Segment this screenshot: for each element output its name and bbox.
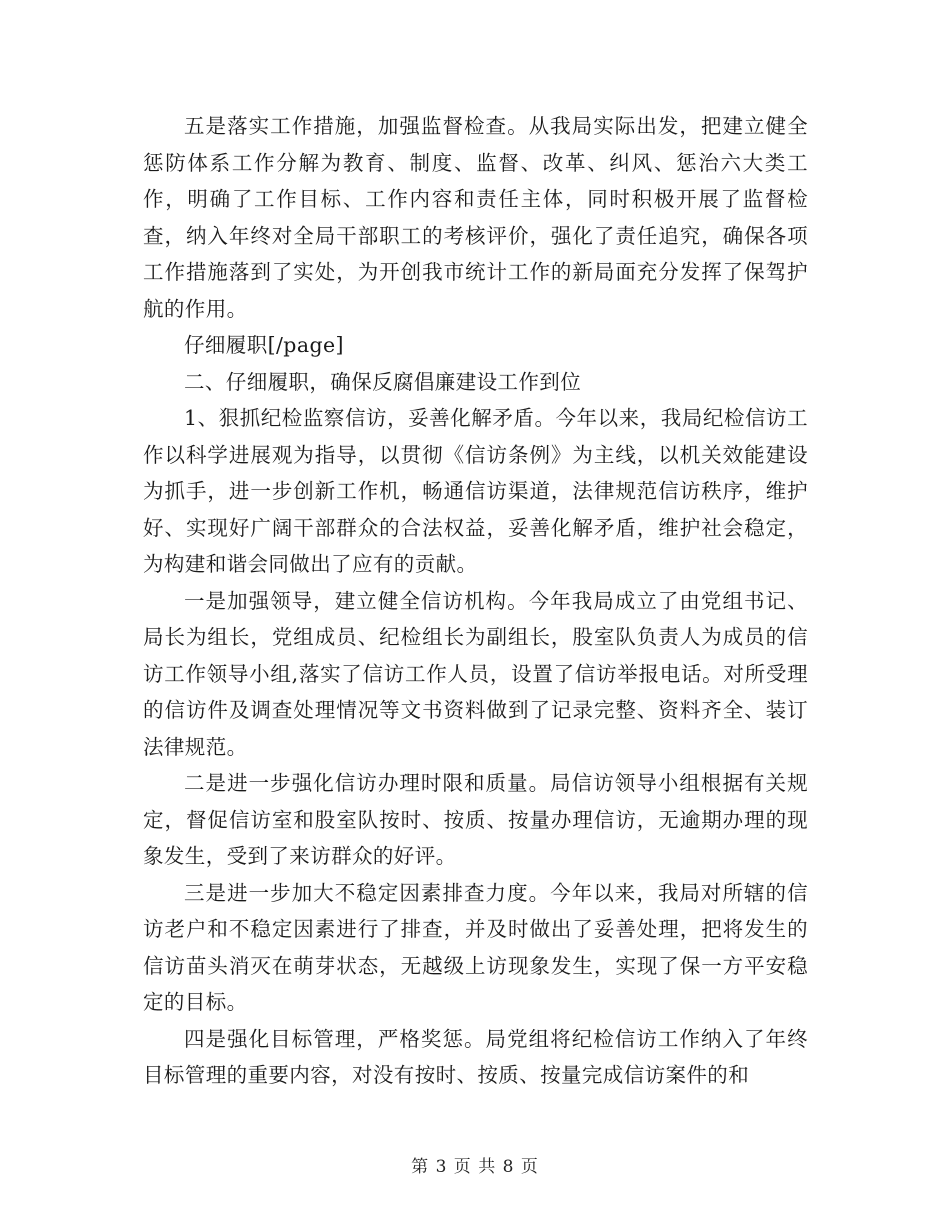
paragraph-point-two: 二是进一步强化信访办理时限和质量。局信访领导小组根据有关规定，督促信访室和股室队按时、按质、按量办理信访，无逾期办理的现象发生，受到了来访群众的好评。 [143,771,808,868]
section-heading: 二、仔细履职，确保反腐倡廉建设工作到位 [184,369,582,394]
paragraph-point-one: 一是加强领导，建立健全信访机构。今年我局成立了由党组书记、局长为组长，党组成员、纪检组长为副组长，股室队负责人为成员的信访工作领导小组,落实了信访工作人员，设置了信访举报电话。对所受理的信访件及调查处理情况等文书资料做到了记录完整、资料齐全、装订法律规范。 [143,588,808,759]
page-footer [0,1152,950,1177]
page-number: 第 3 页 共 8 页 [411,1157,539,1177]
paragraph-item-one: 1、狠抓纪检监察信访，妥善化解矛盾。今年以来，我局纪检信访工作以科学进展观为指导，以贯彻《信访条例》为主线，以机关效能建设为抓手，进一步创新工作机，畅通信访渠道，法律规范信访秩序，维护好、实现好广阔干部群众的合法权益，妥善化解矛盾，维护社会稳定，为构建和谐会同做出了应有的贡献。 [143,406,808,576]
paragraph-measure-five: 五是落实工作措施，加强监督检查。从我局实际出发，把建立健全惩防体系工作分解为教育、制度、监督、改革、纠风、惩治六大类工作，明确了工作目标、工作内容和责任主体，同时积极开展了监督检查，纳入年终对全局干部职工的考核评价，强化了责任追究，确保各项工作措施落到了实处，为开创我市统计工作的新局面充分发挥了保驾护航的作用。 [143,114,808,321]
document-body [143,108,808,1094]
paragraph-point-three: 三是进一步加大不稳定因素排查力度。今年以来，我局对所辖的信访老户和不稳定因素进行了排查，并及时做出了妥善处理，把将发生的信访苗头消灭在萌芽状态，无越级上访现象发生，实现了保一方平安稳定的目标。 [143,880,808,1014]
paragraph-page-marker: 仔细履职[/page] [184,333,344,357]
paragraph-point-four: 四是强化目标管理，严格奖惩。局党组将纪检信访工作纳入了年终目标管理的重要内容，对没有按时、按质、按量完成信访案件的和 [143,1026,808,1087]
